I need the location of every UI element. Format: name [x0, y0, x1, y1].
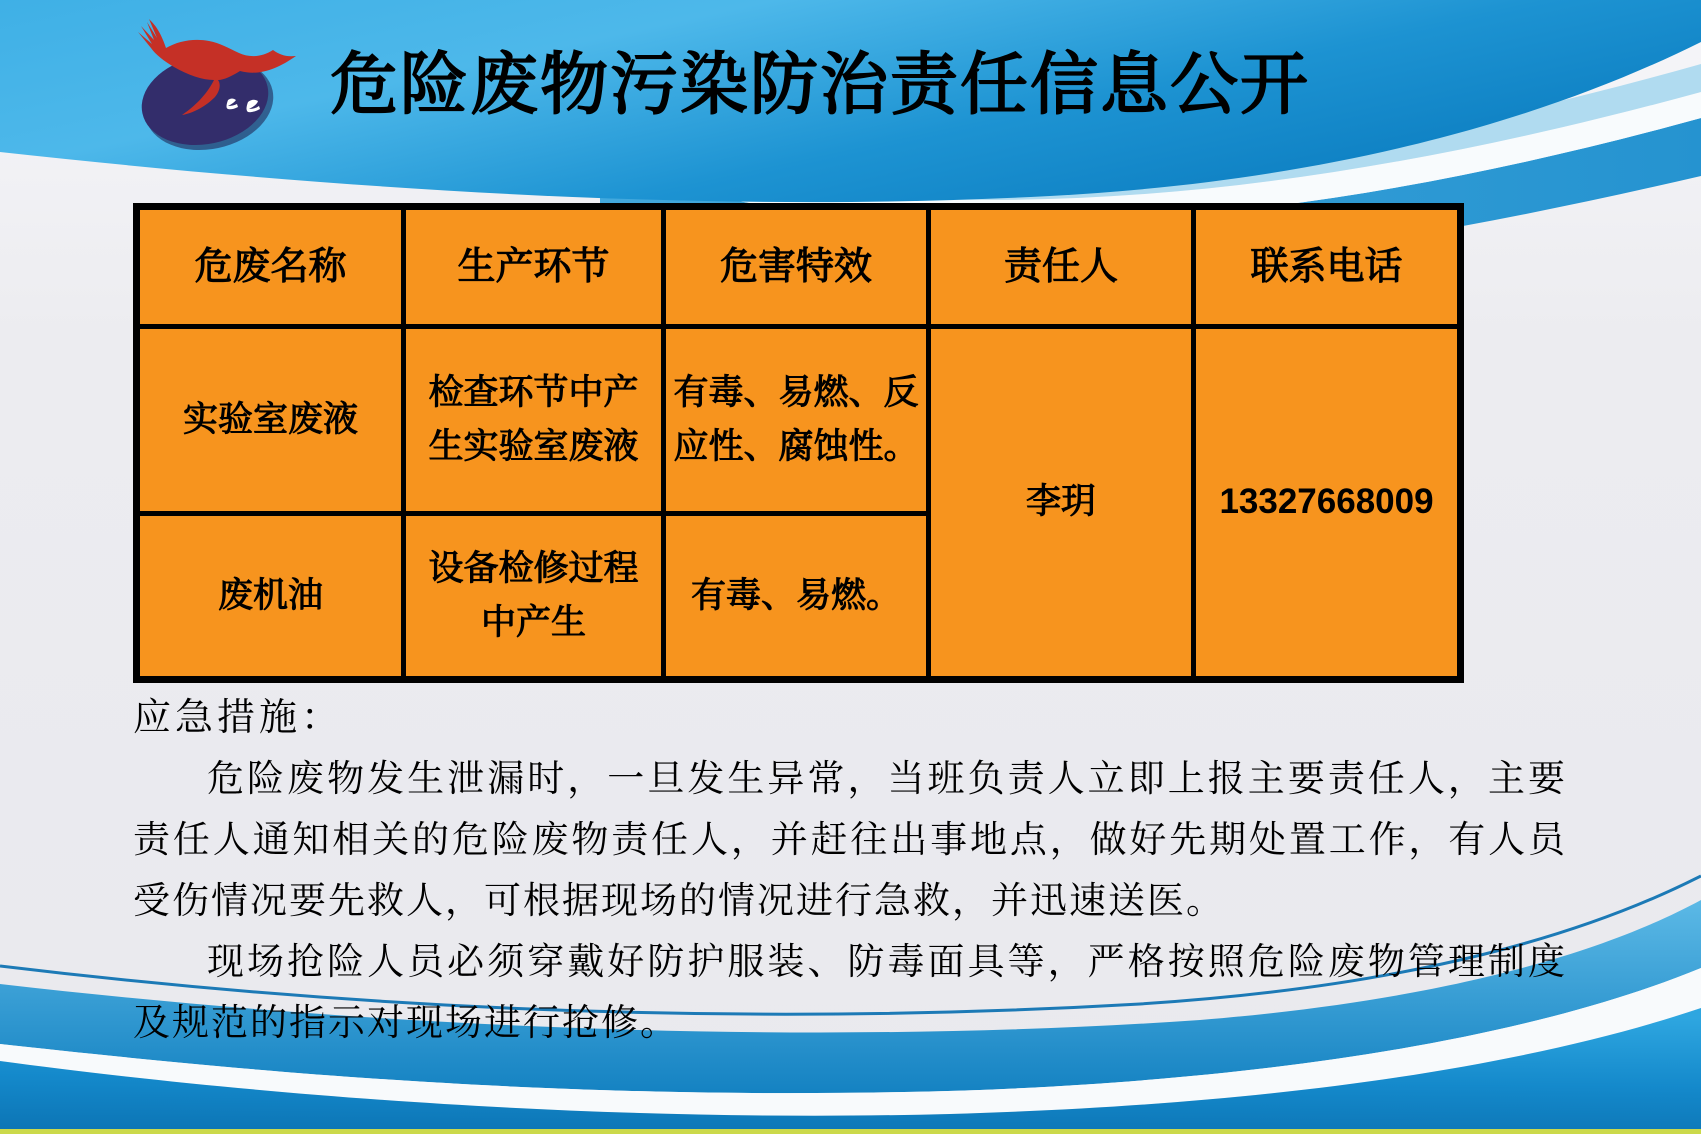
col-header-waste-name: 危废名称 [137, 207, 404, 327]
emergency-paragraph-1: 危险废物发生泄漏时，一旦发生异常，当班负责人立即上报主要责任人，主要责任人通知相关的危险废物责任人，并赶往出事地点，做好先期处置工作，有人员受伤情况要先救人，可根据现场的情况进行急救，并迅速送医。 [133, 757, 1567, 922]
emergency-measures-label: 应急措施： [133, 695, 344, 739]
emergency-paragraph-2: 现场抢险人员必须穿戴好防护服装、防毒面具等，严格按照危险废物管理制度及规范的指示对现场进行抢修。 [133, 940, 1567, 1044]
col-header-phone: 联系电话 [1194, 207, 1461, 327]
page-title: 危险废物污染防治责任信息公开 [329, 47, 1310, 123]
col-header-hazard: 危害特效 [664, 207, 929, 327]
cell-responsible-person: 李玥 [929, 327, 1194, 680]
footer-bottom-strip [0, 1129, 1701, 1134]
cell-waste-name-1: 实验室废液 [137, 327, 404, 514]
col-header-production-step: 生产环节 [404, 207, 664, 327]
table-header-row [137, 207, 1461, 327]
table-row [137, 327, 1461, 514]
cell-process-1: 检查环节中产生实验室废液 [404, 327, 664, 514]
cell-waste-name-2: 废机油 [137, 514, 404, 680]
emergency-measures-section [133, 686, 1567, 1053]
hazard-waste-table [133, 203, 1464, 683]
cell-contact-phone: 13327668009 [1194, 327, 1461, 680]
cell-process-2: 设备检修过程中产生 [404, 514, 664, 680]
col-header-responsible: 责任人 [929, 207, 1194, 327]
cell-hazard-1: 有毒、易燃、反应性、腐蚀性。 [664, 327, 929, 514]
cell-hazard-2: 有毒、易燃。 [664, 514, 929, 680]
